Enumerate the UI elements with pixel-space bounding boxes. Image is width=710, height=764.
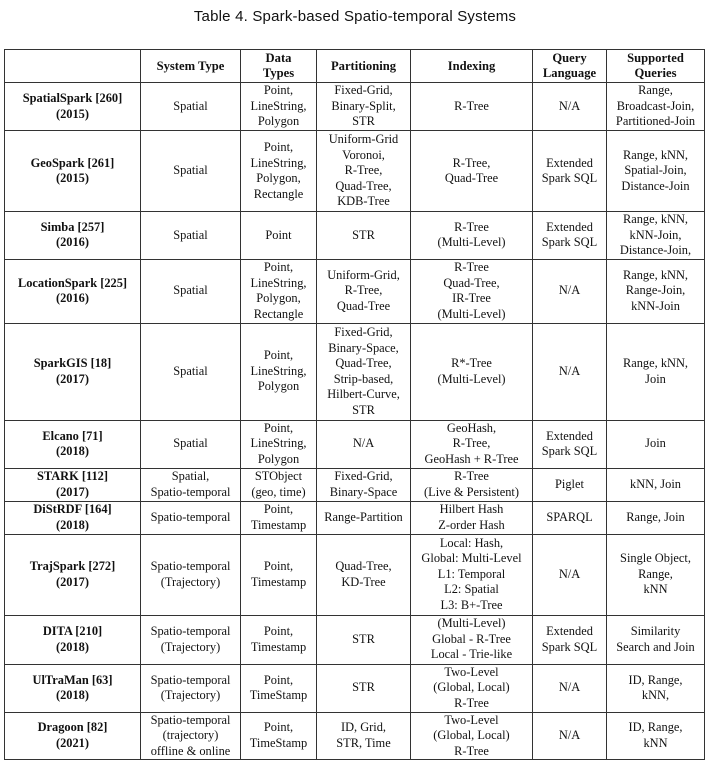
cell-indexing: GeoHash, R-Tree, GeoHash + R-Tree — [411, 420, 533, 468]
cell-data-types: Point, Timestamp — [241, 534, 317, 615]
table-row — [5, 323, 705, 420]
table-row — [5, 501, 705, 534]
cell-data-types: Point, TimeStamp — [241, 712, 317, 760]
cell-query-language: N/A — [533, 323, 607, 420]
cell-indexing: R-Tree, Quad-Tree — [411, 131, 533, 212]
table-row — [5, 534, 705, 615]
cell-supported-queries: Join — [607, 420, 705, 468]
table-row — [5, 712, 705, 760]
cell-data-types: Point, Timestamp — [241, 501, 317, 534]
cell-system-type: Spatio-temporal (Trajectory) — [141, 534, 241, 615]
cell-system-name: DITA [210] (2018) — [5, 615, 141, 664]
cell-query-language: N/A — [533, 534, 607, 615]
spark-systems-table — [4, 49, 705, 760]
cell-supported-queries: Range, kNN, Spatial-Join, Distance-Join — [607, 131, 705, 212]
header-cell-system — [5, 50, 141, 83]
cell-partitioning: Fixed-Grid, Binary-Space — [317, 468, 411, 501]
cell-query-language: N/A — [533, 712, 607, 760]
cell-supported-queries: Range, Join — [607, 501, 705, 534]
cell-partitioning: Fixed-Grid, Binary-Split, STR — [317, 83, 411, 131]
cell-supported-queries: kNN, Join — [607, 468, 705, 501]
cell-query-language: Extended Spark SQL — [533, 212, 607, 260]
cell-indexing: (Multi-Level) Global - R-Tree Local - Trie-like — [411, 615, 533, 664]
cell-system-name: SparkGIS [18] (2017) — [5, 323, 141, 420]
table-row — [5, 664, 705, 712]
cell-supported-queries: Range, kNN, Range-Join, kNN-Join — [607, 259, 705, 323]
cell-indexing: Two-Level (Global, Local) R-Tree — [411, 712, 533, 760]
cell-partitioning: Uniform-Grid, R-Tree, Quad-Tree — [317, 259, 411, 323]
cell-supported-queries: Range, kNN, Join — [607, 323, 705, 420]
cell-partitioning: Uniform-Grid Voronoi, R-Tree, Quad-Tree, KDB-Tree — [317, 131, 411, 212]
cell-indexing: Two-Level (Global, Local) R-Tree — [411, 664, 533, 712]
cell-query-language: Extended Spark SQL — [533, 131, 607, 212]
cell-data-types: Point, LineString, Polygon, Rectangle — [241, 259, 317, 323]
cell-partitioning: STR — [317, 664, 411, 712]
cell-system-name: DiStRDF [164] (2018) — [5, 501, 141, 534]
cell-system-name: UlTraMan [63] (2018) — [5, 664, 141, 712]
cell-query-language: Extended Spark SQL — [533, 615, 607, 664]
cell-partitioning: ID, Grid, STR, Time — [317, 712, 411, 760]
cell-indexing: Hilbert Hash Z-order Hash — [411, 501, 533, 534]
cell-indexing: Local: Hash, Global: Multi-Level L1: Temporal L2: Spatial L3: B+-Tree — [411, 534, 533, 615]
cell-data-types: Point, LineString, Polygon — [241, 323, 317, 420]
cell-system-type: Spatio-temporal — [141, 501, 241, 534]
cell-system-name: STARK [112] (2017) — [5, 468, 141, 501]
header-cell-supported-queries: Supported Queries — [607, 50, 705, 83]
cell-indexing: R-Tree (Live & Persistent) — [411, 468, 533, 501]
header-cell-system-type: System Type — [141, 50, 241, 83]
cell-query-language: N/A — [533, 664, 607, 712]
cell-system-name: Dragoon [82] (2021) — [5, 712, 141, 760]
table-row — [5, 615, 705, 664]
table-row — [5, 420, 705, 468]
cell-data-types: Point — [241, 212, 317, 260]
table-caption: Table 4. Spark-based Spatio-temporal Systems — [193, 8, 517, 25]
header-cell-partitioning: Partitioning — [317, 50, 411, 83]
cell-system-type: Spatial — [141, 131, 241, 212]
cell-supported-queries: ID, Range, kNN — [607, 712, 705, 760]
cell-data-types: Point, LineString, Polygon — [241, 83, 317, 131]
cell-query-language: N/A — [533, 83, 607, 131]
header-cell-data-types: Data Types — [241, 50, 317, 83]
header-row — [5, 50, 705, 83]
cell-data-types: Point, Timestamp — [241, 615, 317, 664]
table-row — [5, 259, 705, 323]
cell-system-name: LocationSpark [225] (2016) — [5, 259, 141, 323]
cell-supported-queries: ID, Range, kNN, — [607, 664, 705, 712]
cell-data-types: Point, LineString, Polygon — [241, 420, 317, 468]
cell-data-types: Point, TimeStamp — [241, 664, 317, 712]
cell-query-language: Extended Spark SQL — [533, 420, 607, 468]
cell-indexing: R-Tree Quad-Tree, IR-Tree (Multi-Level) — [411, 259, 533, 323]
cell-system-name: Elcano [71] (2018) — [5, 420, 141, 468]
cell-partitioning: Fixed-Grid, Binary-Space, Quad-Tree, Strip-based, Hilbert-Curve, STR — [317, 323, 411, 420]
cell-supported-queries: Similarity Search and Join — [607, 615, 705, 664]
table-row — [5, 212, 705, 260]
table-row — [5, 468, 705, 501]
cell-indexing: R-Tree — [411, 83, 533, 131]
cell-partitioning: Range-Partition — [317, 501, 411, 534]
cell-system-name: TrajSpark [272] (2017) — [5, 534, 141, 615]
header-cell-indexing: Indexing — [411, 50, 533, 83]
cell-system-type: Spatial — [141, 323, 241, 420]
cell-query-language: N/A — [533, 259, 607, 323]
cell-query-language: Piglet — [533, 468, 607, 501]
cell-system-type: Spatial — [141, 83, 241, 131]
cell-system-name: GeoSpark [261] (2015) — [5, 131, 141, 212]
cell-indexing: R-Tree (Multi-Level) — [411, 212, 533, 260]
cell-system-type: Spatial — [141, 259, 241, 323]
cell-system-type: Spatio-temporal (Trajectory) — [141, 664, 241, 712]
cell-supported-queries: Range, Broadcast-Join, Partitioned-Join — [607, 83, 705, 131]
table-row — [5, 83, 705, 131]
cell-system-type: Spatio-temporal (Trajectory) — [141, 615, 241, 664]
cell-system-name: SpatialSpark [260] (2015) — [5, 83, 141, 131]
cell-system-type: Spatial, Spatio-temporal — [141, 468, 241, 501]
cell-partitioning: N/A — [317, 420, 411, 468]
table-row — [5, 131, 705, 212]
cell-indexing: R*-Tree (Multi-Level) — [411, 323, 533, 420]
cell-system-type: Spatio-temporal (trajectory) offline & online — [141, 712, 241, 760]
cell-data-types: Point, LineString, Polygon, Rectangle — [241, 131, 317, 212]
cell-system-type: Spatial — [141, 420, 241, 468]
cell-supported-queries: Single Object, Range, kNN — [607, 534, 705, 615]
header-cell-query-language: Query Language — [533, 50, 607, 83]
cell-system-name: Simba [257] (2016) — [5, 212, 141, 260]
cell-supported-queries: Range, kNN, kNN-Join, Distance-Join, — [607, 212, 705, 260]
cell-system-type: Spatial — [141, 212, 241, 260]
cell-partitioning: Quad-Tree, KD-Tree — [317, 534, 411, 615]
cell-query-language: SPARQL — [533, 501, 607, 534]
cell-partitioning: STR — [317, 212, 411, 260]
cell-partitioning: STR — [317, 615, 411, 664]
cell-data-types: STObject (geo, time) — [241, 468, 317, 501]
